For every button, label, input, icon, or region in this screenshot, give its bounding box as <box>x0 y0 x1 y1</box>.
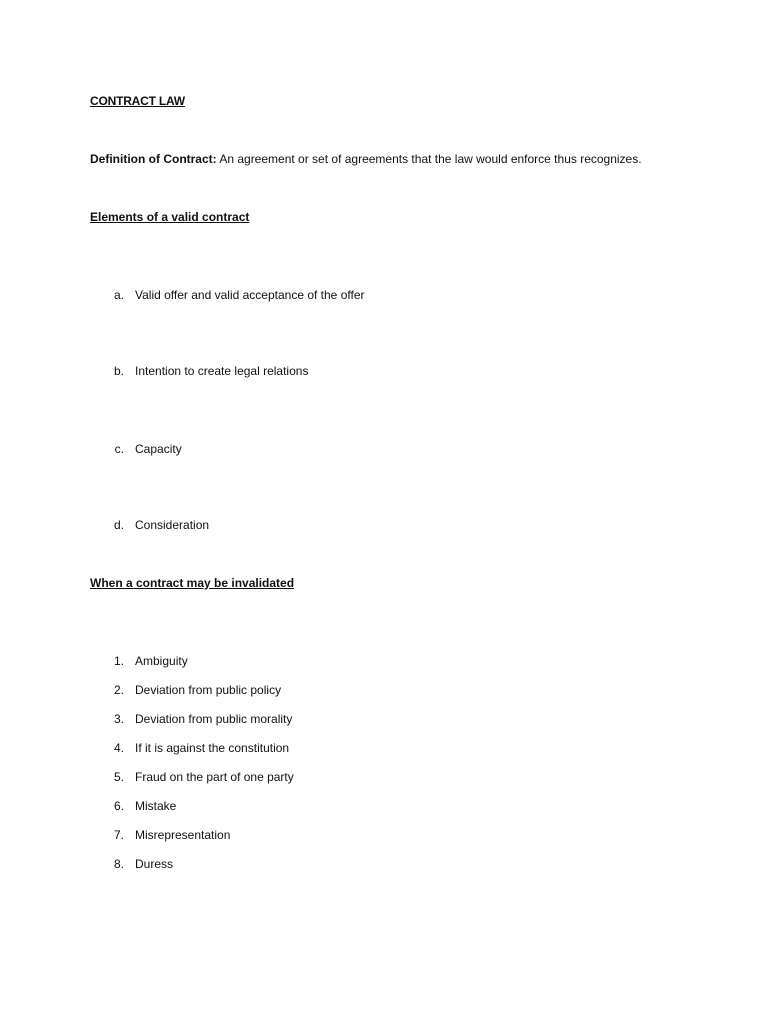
list-item-text: Consideration <box>135 518 210 532</box>
list-marker: 7. <box>113 828 124 842</box>
list-item-text: Capacity <box>135 442 182 456</box>
list-item <box>90 443 690 459</box>
list-item-text: Misrepresentation <box>135 828 231 842</box>
list-item <box>90 742 690 758</box>
definition-text: An agreement or set of agreements that the law would enforce thus recognizes. <box>216 152 642 166</box>
list-item <box>90 829 690 845</box>
list-item-text: Intention to create legal relations <box>135 364 309 378</box>
list-item-text: If it is against the constitution <box>135 741 290 755</box>
list-marker: a. <box>113 288 124 302</box>
list-item <box>90 519 690 535</box>
list-marker: 6. <box>113 799 124 813</box>
list-marker: 3. <box>113 712 124 726</box>
document-title: CONTRACT LAW <box>90 94 185 108</box>
list-item <box>90 289 690 305</box>
list-item <box>90 655 690 671</box>
list-item <box>90 713 690 729</box>
list-marker: 8. <box>113 857 124 871</box>
definition-paragraph <box>90 153 642 165</box>
list-marker: 4. <box>113 741 124 755</box>
list-item <box>90 771 690 787</box>
list-item-text: Valid offer and valid acceptance of the offer <box>135 288 365 302</box>
list-item-text: Deviation from public policy <box>135 683 282 697</box>
list-item-text: Ambiguity <box>135 654 188 668</box>
list-item-text: Fraud on the part of one party <box>135 770 294 784</box>
list-item <box>90 800 690 816</box>
list-marker: 1. <box>113 654 124 668</box>
list-marker: 2. <box>113 683 124 697</box>
list-marker: c. <box>114 442 124 456</box>
definition-label: Definition of Contract: <box>90 152 217 166</box>
list-item-text: Mistake <box>135 799 177 813</box>
list-marker: 5. <box>113 770 124 784</box>
list-item-text: Duress <box>135 857 174 871</box>
list-item <box>90 684 690 700</box>
invalidation-heading: When a contract may be invalidated <box>90 576 295 590</box>
list-marker: d. <box>113 518 124 532</box>
list-item <box>90 858 690 874</box>
elements-heading: Elements of a valid contract <box>90 210 250 224</box>
list-marker: b. <box>113 364 124 378</box>
list-item-text: Deviation from public morality <box>135 712 293 726</box>
list-item <box>90 365 690 381</box>
